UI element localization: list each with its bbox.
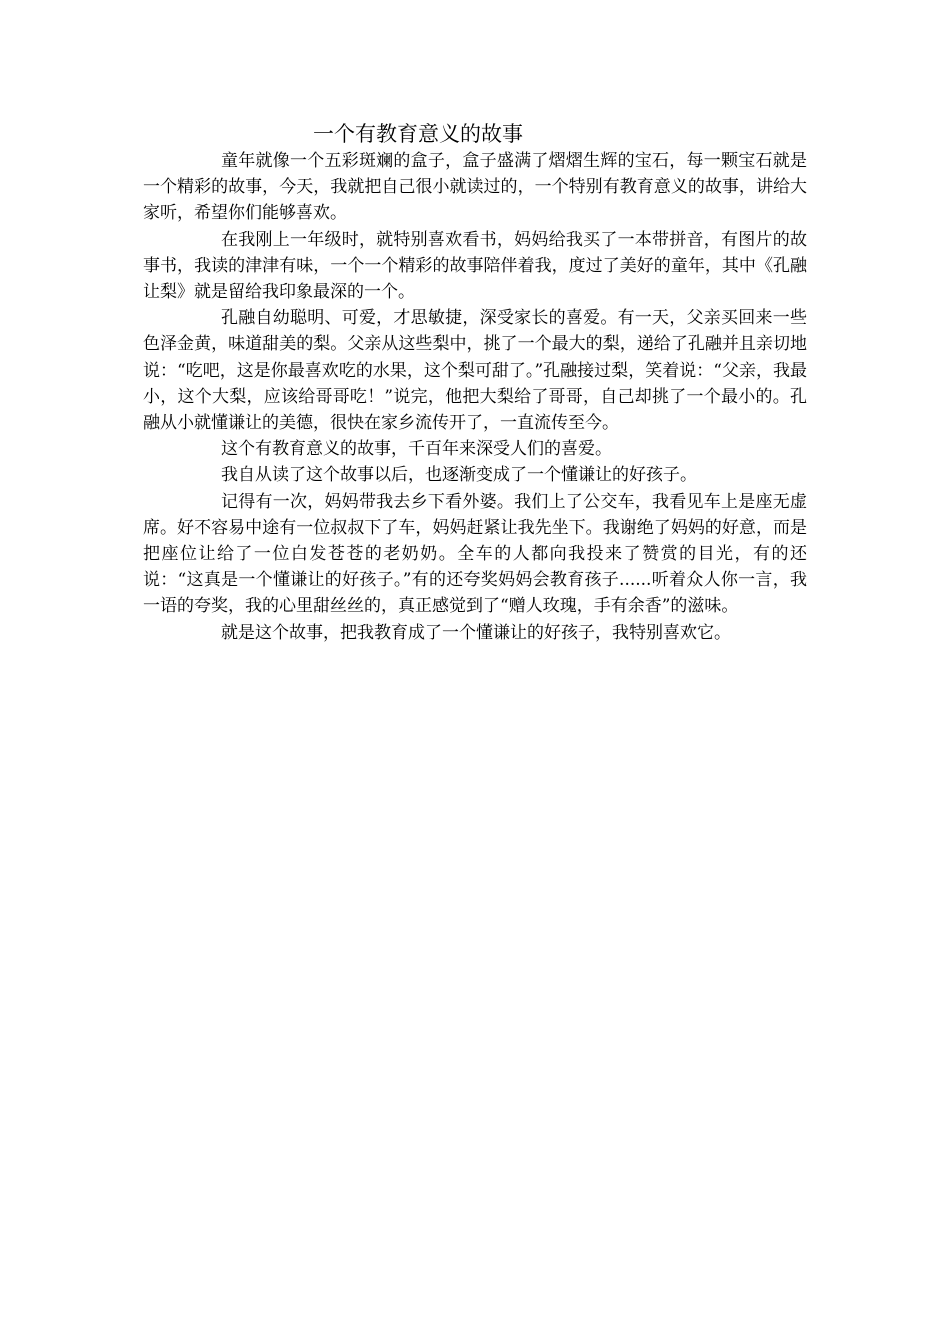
paragraph-conclusion: 就是这个故事，把我教育成了一个懂谦让的好孩子，我特别喜欢它。: [221, 622, 731, 643]
paragraph-story-loved: 这个有教育意义的故事，千百年来深受人们的喜爱。: [221, 439, 612, 460]
document-title: 一个有教育意义的故事: [313, 122, 523, 146]
paragraph-kong-rong-story: 孔融自幼聪明、可爱，才思敏捷，深受家长的喜爱。有一天，父亲买回来一些色泽金黄，味道甜美的梨。父亲从这些梨中，挑了一个最大的梨，递给了孔融并且亲切地说：“吃吧，这是你最喜欢吃的水果，这个梨可甜了。”孔融接过梨，笑着说：“父亲，我最小，这个大梨，应该给哥哥吃！”说完，他把大梨给了哥哥，自己却挑了一个最小的。孔融从小就懂谦让的美德，很快在家乡流传开了，一直流传至今。: [143, 308, 807, 434]
paragraph-bus-experience: 记得有一次，妈妈带我去乡下看外婆。我们上了公交车，我看见车上是座无虚席。好不容易中途有一位叔叔下了车，妈妈赶紧让我先坐下。我谢绝了妈妈的好意，而是把座位让给了一位白发苍苍的老奶奶。全车的人都向我投来了赞赏的目光，有的还说：“这真是一个懂谦让的好孩子。”有的还夸奖妈妈会教育孩子......听着众人你一言，我一语的夸奖，我的心里甜丝丝的，真正感觉到了“赠人玫瑰，手有余香”的滋味。: [143, 491, 807, 617]
paragraph-became-modest: 我自从读了这个故事以后，也逐渐变成了一个懂谦让的好孩子。: [221, 465, 697, 486]
paragraph-first-grade: 在我刚上一年级时，就特别喜欢看书，妈妈给我买了一本带拼音，有图片的故事书，我读的津津有味，一个一个精彩的故事陪伴着我，度过了美好的童年，其中《孔融让梨》就是留给我印象最深的一个。: [143, 229, 807, 303]
paragraph-intro: 童年就像一个五彩斑斓的盒子，盒子盛满了熠熠生辉的宝石，每一颗宝石就是一个精彩的故事，今天，我就把自己很小就读过的，一个特别有教育意义的故事，讲给大家听，希望你们能够喜欢。: [143, 151, 807, 224]
document-body: [143, 120, 807, 646]
